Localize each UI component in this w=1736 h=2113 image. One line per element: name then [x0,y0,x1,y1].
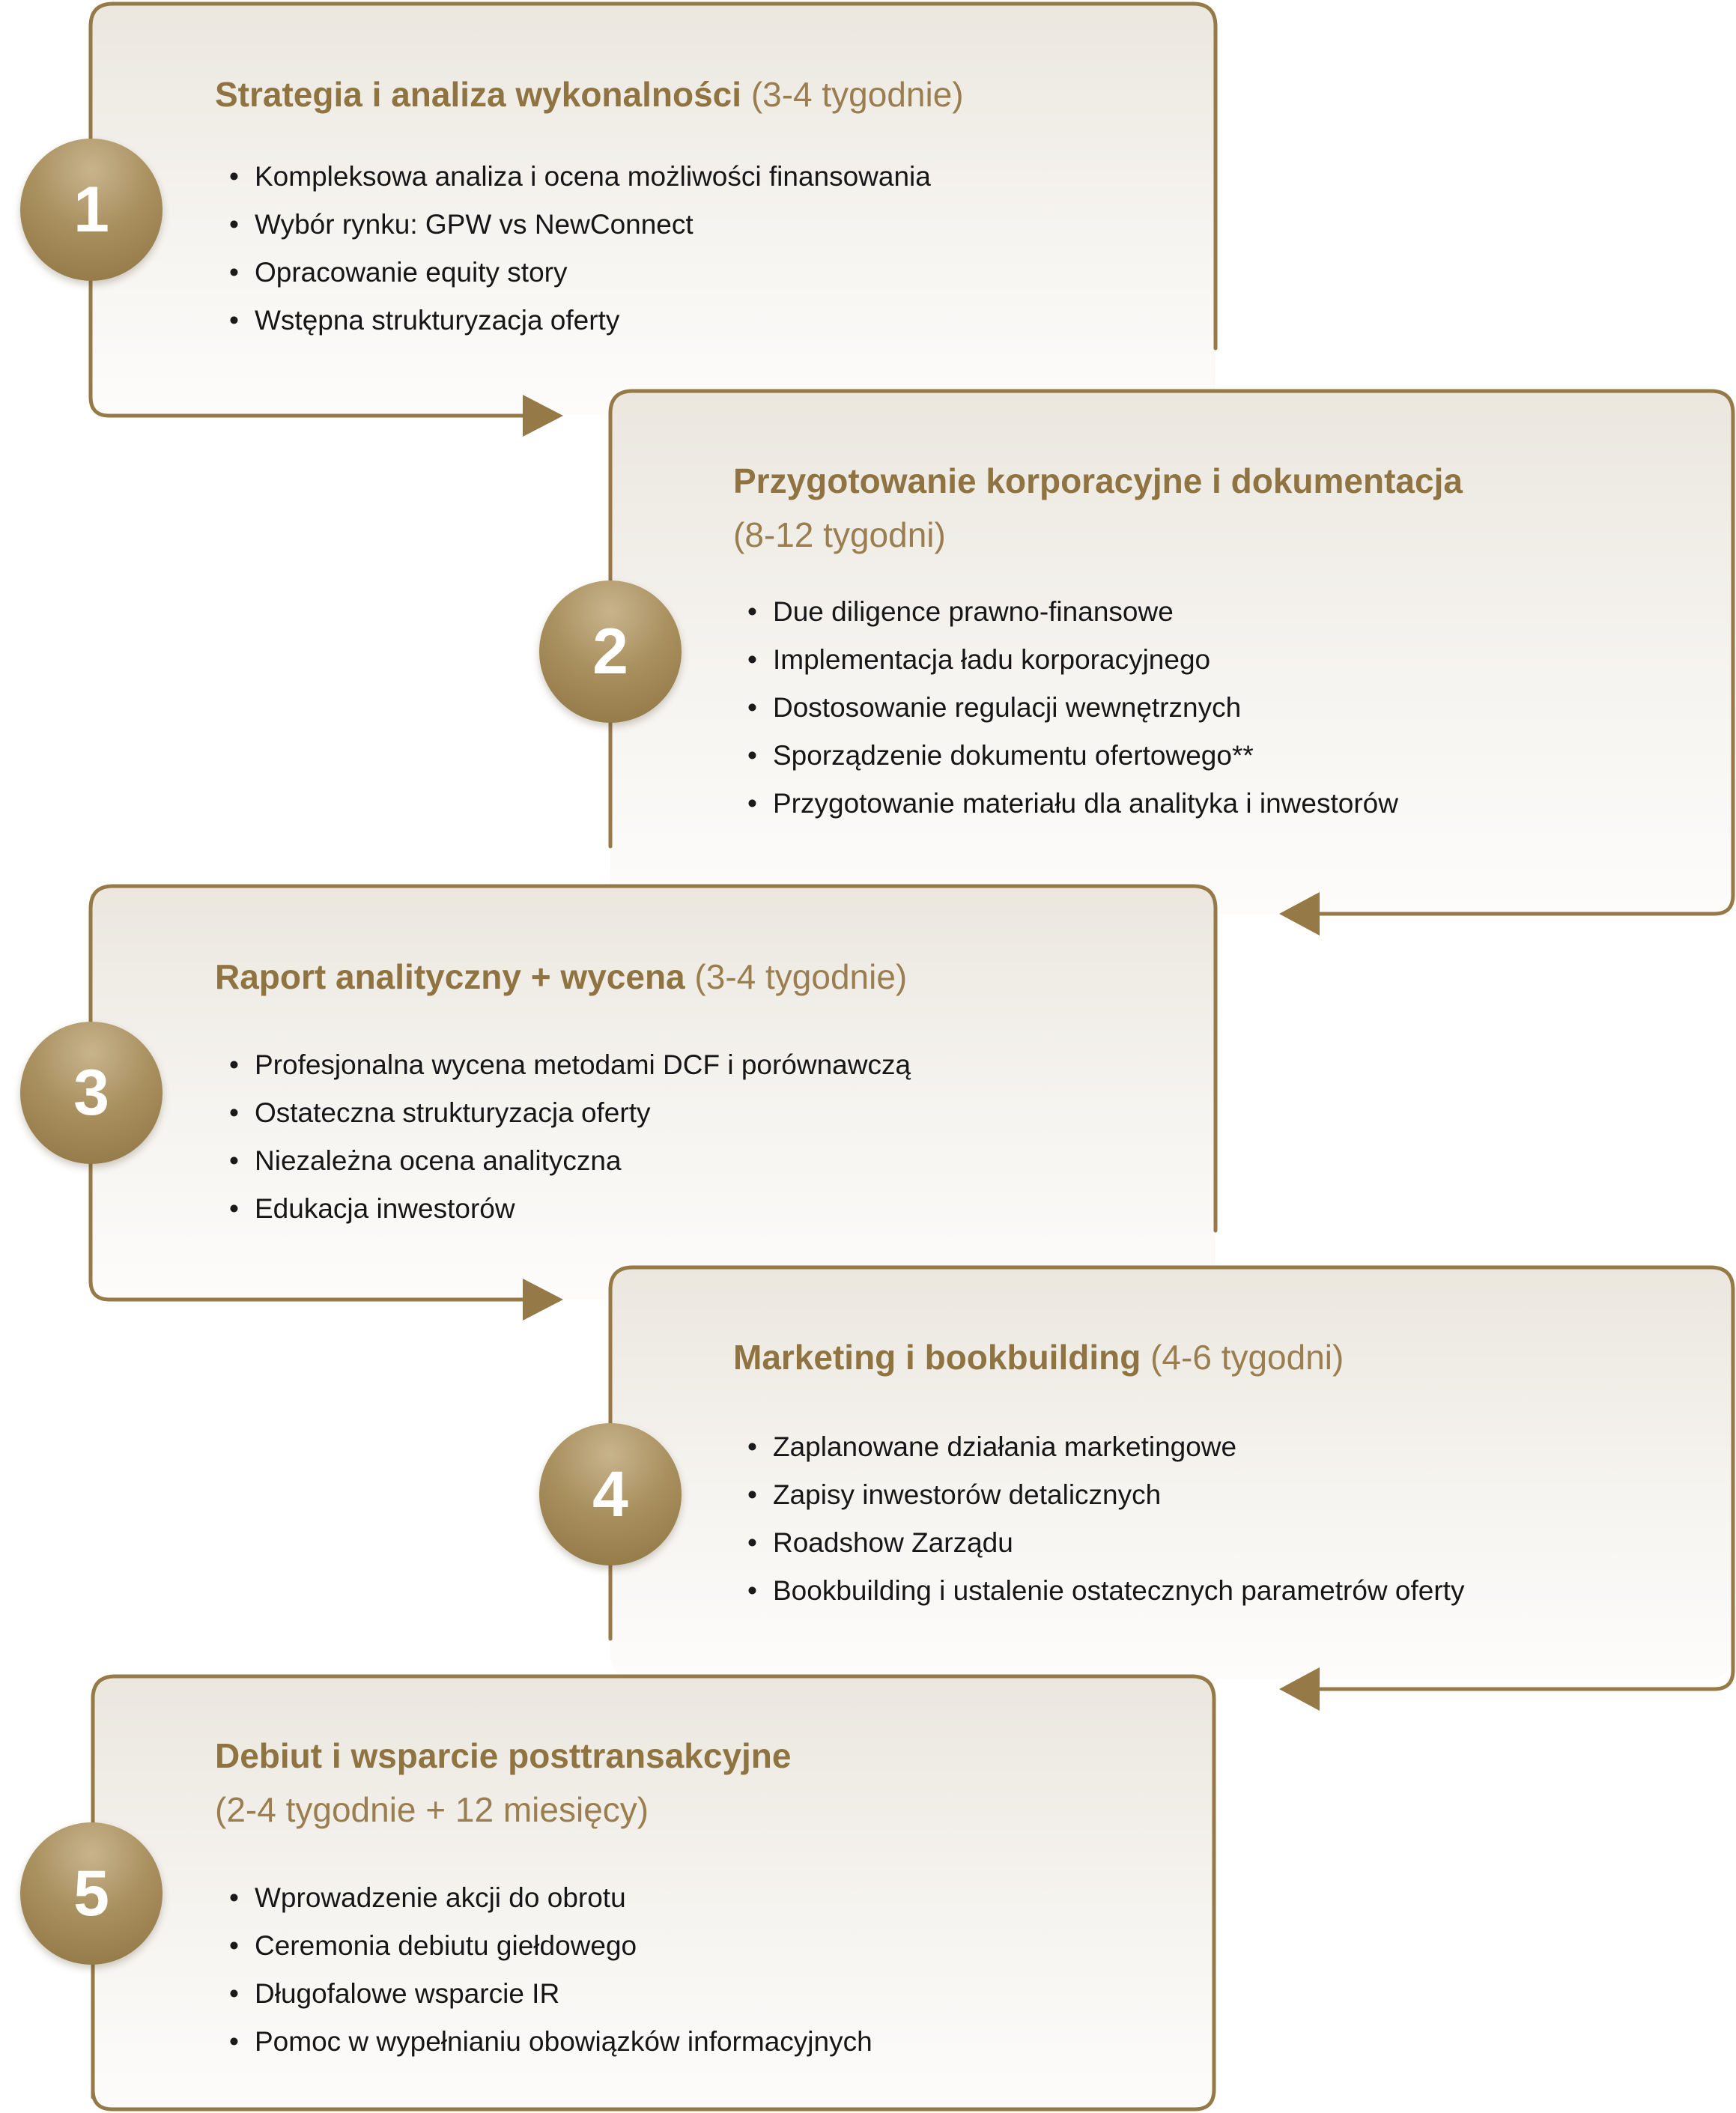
step-number: 2 [592,616,628,688]
task-list [229,1041,911,1233]
task-item: • Niezależna ocena analityczna [229,1137,911,1185]
task-list [229,153,931,345]
stage-name: Marketing i bookbuilding [733,1338,1141,1377]
stage-duration: (3-4 tygodnie) [750,75,964,114]
stage-name: Strategia i analiza wykonalności [215,75,742,114]
task-item: • Wybór rynku: GPW vs NewConnect [229,201,931,249]
stage-title [215,1729,1174,1837]
task-item: • Bookbuilding i ustalenie ostatecznych parametrów oferty [747,1567,1464,1615]
task-item: • Profesjonalna wycena metodami DCF i porównawczą [229,1041,911,1089]
step-number: 1 [73,174,109,246]
task-item: • Ceremonia debiutu giełdowego [229,1922,872,1970]
step-number-badge [20,139,163,281]
task-item: • Długofalowe wsparcie IR [229,1970,872,2018]
arrow-right-icon [523,395,563,437]
stage-title [215,950,1174,1004]
task-list [747,588,1398,828]
stage-duration: (3-4 tygodnie) [694,957,908,996]
task-item: • Due diligence prawno-finansowe [747,588,1398,636]
task-item: • Dostosowanie regulacji wewnętrznych [747,684,1398,732]
step-number-badge [539,580,682,723]
task-item: • Sporządzenie dokumentu ofertowego** [747,732,1398,780]
task-item: • Pomoc w wypełnianiu obowiązków informacyjnych [229,2018,872,2066]
task-list [229,1874,872,2066]
stage-title [733,454,1669,562]
stage-duration: (4-6 tygodni) [1150,1338,1344,1377]
stage-name: Debiut i wsparcie posttransakcyjne [215,1736,792,1775]
stage-duration: (8-12 tygodni) [733,515,946,554]
task-item: • Ostateczna strukturyzacja oferty [229,1089,911,1137]
task-item: • Zapisy inwestorów detalicznych [747,1471,1464,1519]
step-number: 3 [73,1057,109,1129]
step-number-badge [539,1423,682,1565]
arrow-left-icon [1279,1667,1320,1711]
task-item: • Wprowadzenie akcji do obrotu [229,1874,872,1922]
step-number: 4 [592,1458,628,1530]
stage-title [733,1330,1669,1384]
task-item: • Wstępna strukturyzacja oferty [229,297,931,345]
arrow-right-icon [523,1279,563,1321]
stage-duration: (2-4 tygodnie + 12 miesięcy) [215,1790,649,1829]
task-item: • Roadshow Zarządu [747,1519,1464,1567]
task-list [747,1423,1464,1615]
step-number: 5 [73,1858,109,1929]
step-number-badge [20,1822,163,1965]
task-item: • Kompleksowa analiza i ocena możliwości finansowania [229,153,931,201]
arrow-left-icon [1279,892,1320,936]
stage-title [215,67,1174,121]
stage-name: Przygotowanie korporacyjne i dokumentacja [733,461,1463,500]
task-item: • Opracowanie equity story [229,249,931,297]
task-item: • Przygotowanie materiału dla analityka i inwestorów [747,780,1398,828]
task-item: • Edukacja inwestorów [229,1185,911,1233]
task-item: • Zaplanowane działania marketingowe [747,1423,1464,1471]
stage-name: Raport analityczny + wycena [215,957,685,996]
task-item: • Implementacja ładu korporacyjnego [747,636,1398,684]
step-number-badge [20,1022,163,1164]
